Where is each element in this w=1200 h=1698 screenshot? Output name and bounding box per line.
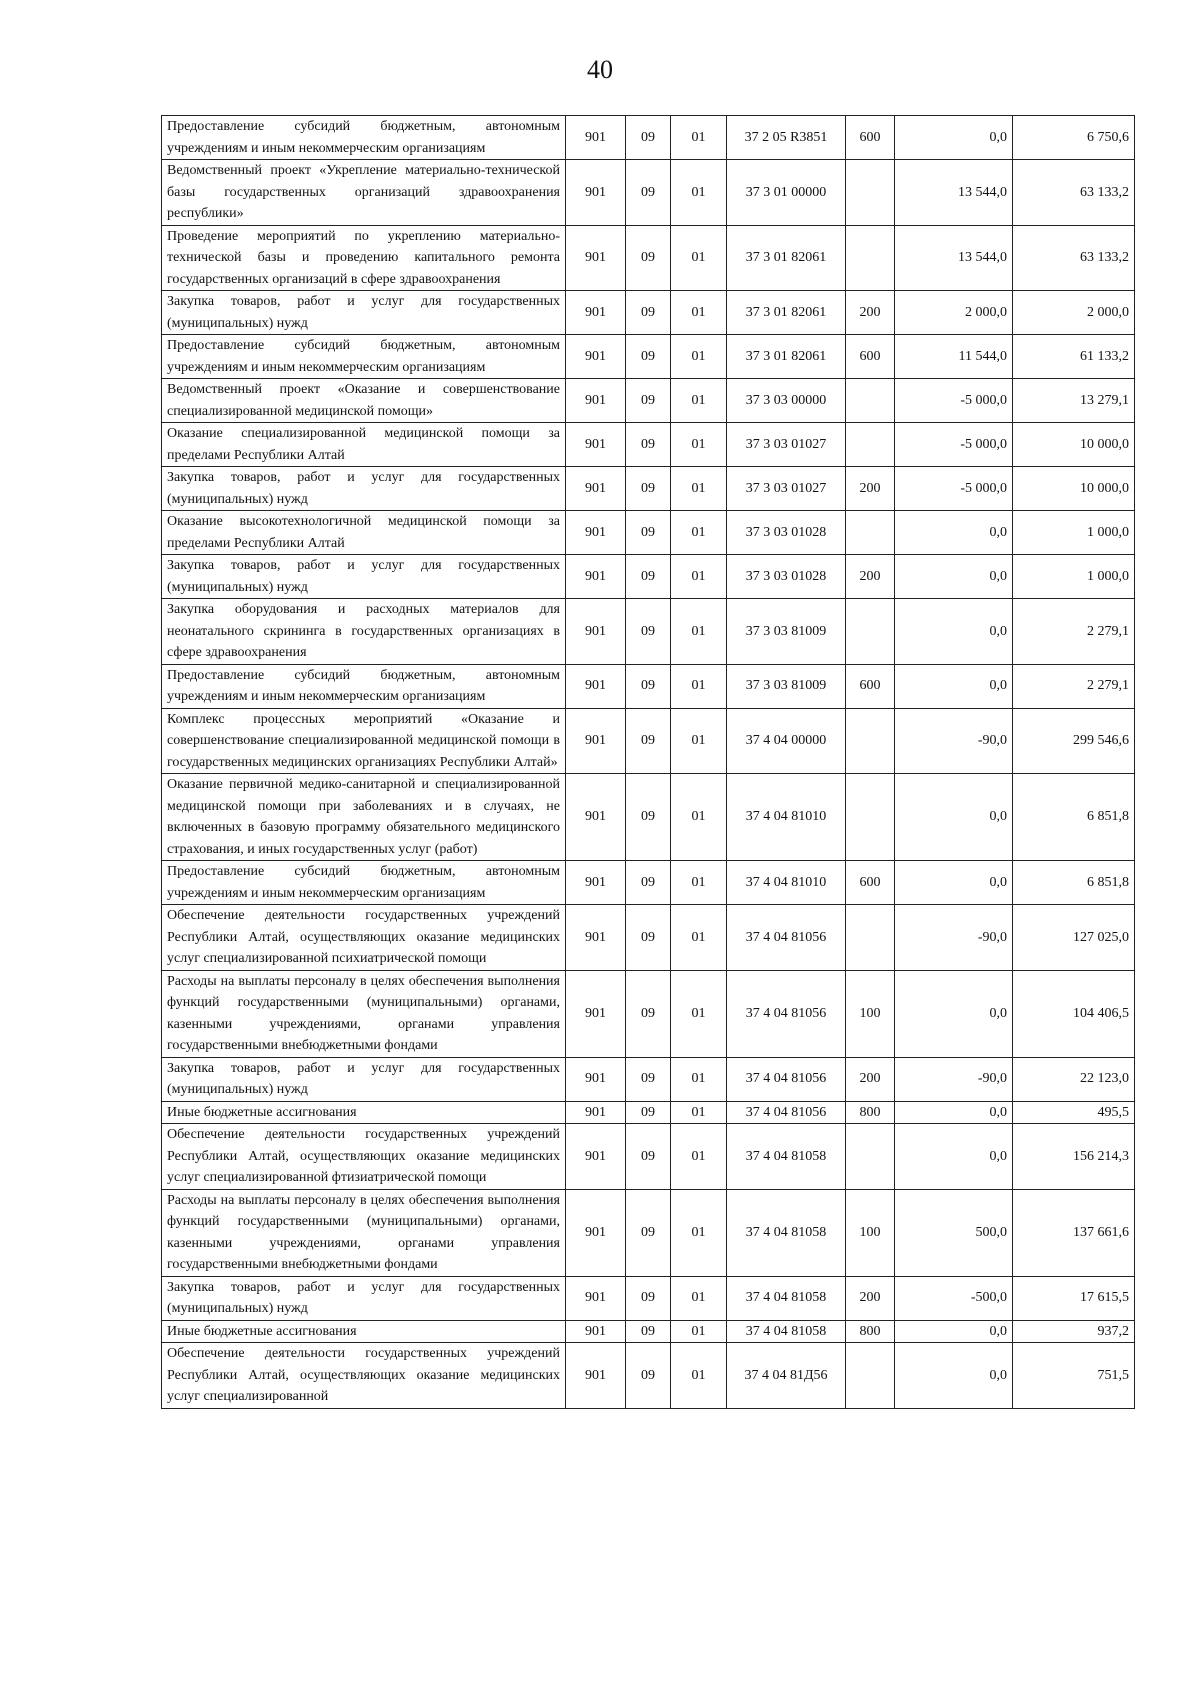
expense-type-cell: 100: [846, 970, 895, 1057]
target-article-cell: 37 3 03 01027: [727, 467, 846, 511]
change-amount-cell: -5 000,0: [895, 379, 1013, 423]
section-code-cell: 09: [626, 861, 671, 905]
table-row: [162, 555, 1135, 599]
table-row: [162, 1124, 1135, 1190]
expense-type-cell: 600: [846, 664, 895, 708]
target-article-cell: 37 3 01 82061: [727, 335, 846, 379]
row-name-cell: Расходы на выплаты персоналу в целях обеспечения выполнения функций государственными (муниципальными) органами, казенными учреждениями, органами управления государственными внебюджетными фондами: [162, 1189, 566, 1276]
change-amount-cell: 0,0: [895, 511, 1013, 555]
section-code-cell: 09: [626, 1189, 671, 1276]
expense-type-cell: 200: [846, 555, 895, 599]
expense-type-cell: [846, 225, 895, 291]
section-code-cell: 09: [626, 291, 671, 335]
row-name-cell: Закупка товаров, работ и услуг для государственных (муниципальных) нужд: [162, 467, 566, 511]
subsection-code-cell: 01: [671, 1320, 727, 1343]
subsection-code-cell: 01: [671, 225, 727, 291]
expense-type-cell: 600: [846, 335, 895, 379]
change-amount-cell: 0,0: [895, 970, 1013, 1057]
target-article-cell: 37 4 04 81056: [727, 905, 846, 971]
total-amount-cell: 2 000,0: [1013, 291, 1135, 335]
subsection-code-cell: 01: [671, 664, 727, 708]
table-row: [162, 116, 1135, 160]
ministry-code-cell: 901: [566, 1124, 626, 1190]
ministry-code-cell: 901: [566, 1320, 626, 1343]
target-article-cell: 37 4 04 81056: [727, 970, 846, 1057]
total-amount-cell: 17 615,5: [1013, 1276, 1135, 1320]
change-amount-cell: 0,0: [895, 1343, 1013, 1409]
row-name-cell: Закупка товаров, работ и услуг для государственных (муниципальных) нужд: [162, 555, 566, 599]
row-name-cell: Обеспечение деятельности государственных учреждений Республики Алтай, осуществляющих оказание медицинских услуг специализированной: [162, 1343, 566, 1409]
subsection-code-cell: 01: [671, 1276, 727, 1320]
ministry-code-cell: 901: [566, 708, 626, 774]
change-amount-cell: 500,0: [895, 1189, 1013, 1276]
ministry-code-cell: 901: [566, 664, 626, 708]
expense-type-cell: 200: [846, 1057, 895, 1101]
expense-type-cell: [846, 774, 895, 861]
change-amount-cell: -90,0: [895, 1057, 1013, 1101]
change-amount-cell: 0,0: [895, 1124, 1013, 1190]
section-code-cell: 09: [626, 511, 671, 555]
expense-type-cell: 200: [846, 1276, 895, 1320]
target-article-cell: 37 4 04 00000: [727, 708, 846, 774]
expense-type-cell: [846, 708, 895, 774]
ministry-code-cell: 901: [566, 1101, 626, 1124]
section-code-cell: 09: [626, 905, 671, 971]
ministry-code-cell: 901: [566, 905, 626, 971]
subsection-code-cell: 01: [671, 1124, 727, 1190]
total-amount-cell: 104 406,5: [1013, 970, 1135, 1057]
ministry-code-cell: 901: [566, 511, 626, 555]
ministry-code-cell: 901: [566, 599, 626, 665]
expense-type-cell: 100: [846, 1189, 895, 1276]
table-row: [162, 599, 1135, 665]
row-name-cell: Предоставление субсидий бюджетным, автономным учреждениям и иным некоммерческим организациям: [162, 335, 566, 379]
row-name-cell: Закупка товаров, работ и услуг для государственных (муниципальных) нужд: [162, 291, 566, 335]
table-row: [162, 905, 1135, 971]
table-row: [162, 1343, 1135, 1409]
section-code-cell: 09: [626, 708, 671, 774]
section-code-cell: 09: [626, 335, 671, 379]
table-row: [162, 970, 1135, 1057]
ministry-code-cell: 901: [566, 116, 626, 160]
change-amount-cell: 13 544,0: [895, 225, 1013, 291]
subsection-code-cell: 01: [671, 905, 727, 971]
subsection-code-cell: 01: [671, 291, 727, 335]
ministry-code-cell: 901: [566, 291, 626, 335]
section-code-cell: 09: [626, 379, 671, 423]
change-amount-cell: 0,0: [895, 774, 1013, 861]
expense-type-cell: 200: [846, 291, 895, 335]
table-row: [162, 861, 1135, 905]
target-article-cell: 37 4 04 81010: [727, 774, 846, 861]
total-amount-cell: 63 133,2: [1013, 225, 1135, 291]
table-row: [162, 225, 1135, 291]
subsection-code-cell: 01: [671, 1101, 727, 1124]
ministry-code-cell: 901: [566, 1057, 626, 1101]
change-amount-cell: 0,0: [895, 555, 1013, 599]
ministry-code-cell: 901: [566, 970, 626, 1057]
target-article-cell: 37 4 04 81056: [727, 1057, 846, 1101]
subsection-code-cell: 01: [671, 423, 727, 467]
target-article-cell: 37 3 03 01027: [727, 423, 846, 467]
ministry-code-cell: 901: [566, 861, 626, 905]
total-amount-cell: 13 279,1: [1013, 379, 1135, 423]
row-name-cell: Иные бюджетные ассигнования: [162, 1101, 566, 1124]
ministry-code-cell: 901: [566, 1189, 626, 1276]
table-row: [162, 160, 1135, 226]
total-amount-cell: 937,2: [1013, 1320, 1135, 1343]
expense-type-cell: [846, 160, 895, 226]
ministry-code-cell: 901: [566, 225, 626, 291]
total-amount-cell: 2 279,1: [1013, 664, 1135, 708]
total-amount-cell: 299 546,6: [1013, 708, 1135, 774]
expense-type-cell: 800: [846, 1320, 895, 1343]
subsection-code-cell: 01: [671, 599, 727, 665]
row-name-cell: Ведомственный проект «Укрепление материально-технической базы государственных организаций здравоохранения республики»: [162, 160, 566, 226]
ministry-code-cell: 901: [566, 1276, 626, 1320]
row-name-cell: Иные бюджетные ассигнования: [162, 1320, 566, 1343]
change-amount-cell: 0,0: [895, 861, 1013, 905]
total-amount-cell: 22 123,0: [1013, 1057, 1135, 1101]
ministry-code-cell: 901: [566, 379, 626, 423]
change-amount-cell: 0,0: [895, 1101, 1013, 1124]
change-amount-cell: 0,0: [895, 116, 1013, 160]
section-code-cell: 09: [626, 1343, 671, 1409]
section-code-cell: 09: [626, 1276, 671, 1320]
subsection-code-cell: 01: [671, 555, 727, 599]
target-article-cell: 37 3 03 81009: [727, 599, 846, 665]
subsection-code-cell: 01: [671, 861, 727, 905]
target-article-cell: 37 4 04 81058: [727, 1276, 846, 1320]
table-row: [162, 291, 1135, 335]
expense-type-cell: 600: [846, 116, 895, 160]
section-code-cell: 09: [626, 1320, 671, 1343]
section-code-cell: 09: [626, 423, 671, 467]
expense-type-cell: [846, 511, 895, 555]
total-amount-cell: 10 000,0: [1013, 467, 1135, 511]
ministry-code-cell: 901: [566, 467, 626, 511]
target-article-cell: 37 3 01 00000: [727, 160, 846, 226]
total-amount-cell: 137 661,6: [1013, 1189, 1135, 1276]
total-amount-cell: 6 851,8: [1013, 861, 1135, 905]
section-code-cell: 09: [626, 970, 671, 1057]
subsection-code-cell: 01: [671, 708, 727, 774]
row-name-cell: Закупка товаров, работ и услуг для государственных (муниципальных) нужд: [162, 1276, 566, 1320]
section-code-cell: 09: [626, 116, 671, 160]
row-name-cell: Предоставление субсидий бюджетным, автономным учреждениям и иным некоммерческим организациям: [162, 861, 566, 905]
change-amount-cell: -5 000,0: [895, 467, 1013, 511]
table-row: [162, 467, 1135, 511]
ministry-code-cell: 901: [566, 160, 626, 226]
target-article-cell: 37 4 04 81056: [727, 1101, 846, 1124]
section-code-cell: 09: [626, 1101, 671, 1124]
total-amount-cell: 61 133,2: [1013, 335, 1135, 379]
section-code-cell: 09: [626, 664, 671, 708]
change-amount-cell: 0,0: [895, 1320, 1013, 1343]
section-code-cell: 09: [626, 1057, 671, 1101]
table-row: [162, 1189, 1135, 1276]
subsection-code-cell: 01: [671, 467, 727, 511]
target-article-cell: 37 3 03 00000: [727, 379, 846, 423]
row-name-cell: Обеспечение деятельности государственных учреждений Республики Алтай, осуществляющих оказание медицинских услуг специализированной фтизиатрической помощи: [162, 1124, 566, 1190]
total-amount-cell: 63 133,2: [1013, 160, 1135, 226]
target-article-cell: 37 3 03 01028: [727, 555, 846, 599]
table-row: [162, 379, 1135, 423]
total-amount-cell: 156 214,3: [1013, 1124, 1135, 1190]
total-amount-cell: 1 000,0: [1013, 555, 1135, 599]
page-number: 40: [587, 55, 613, 84]
expense-type-cell: 200: [846, 467, 895, 511]
change-amount-cell: -90,0: [895, 708, 1013, 774]
subsection-code-cell: 01: [671, 970, 727, 1057]
subsection-code-cell: 01: [671, 1189, 727, 1276]
target-article-cell: 37 3 03 01028: [727, 511, 846, 555]
row-name-cell: Расходы на выплаты персоналу в целях обеспечения выполнения функций государственными (муниципальными) органами, казенными учреждениями, органами управления государственными внебюджетными фондами: [162, 970, 566, 1057]
section-code-cell: 09: [626, 225, 671, 291]
total-amount-cell: 1 000,0: [1013, 511, 1135, 555]
table-row: [162, 423, 1135, 467]
total-amount-cell: 6 750,6: [1013, 116, 1135, 160]
subsection-code-cell: 01: [671, 774, 727, 861]
total-amount-cell: 751,5: [1013, 1343, 1135, 1409]
total-amount-cell: 127 025,0: [1013, 905, 1135, 971]
section-code-cell: 09: [626, 774, 671, 861]
row-name-cell: Оказание специализированной медицинской помощи за пределами Республики Алтай: [162, 423, 566, 467]
change-amount-cell: 11 544,0: [895, 335, 1013, 379]
subsection-code-cell: 01: [671, 335, 727, 379]
table-row: [162, 1101, 1135, 1124]
target-article-cell: 37 4 04 81058: [727, 1124, 846, 1190]
target-article-cell: 37 3 03 81009: [727, 664, 846, 708]
total-amount-cell: 2 279,1: [1013, 599, 1135, 665]
row-name-cell: Предоставление субсидий бюджетным, автономным учреждениям и иным некоммерческим организациям: [162, 664, 566, 708]
section-code-cell: 09: [626, 160, 671, 226]
row-name-cell: Комплекс процессных мероприятий «Оказание и совершенствование специализированной медицинской помощи в государственных медицинских организациях Республики Алтай»: [162, 708, 566, 774]
expense-type-cell: 800: [846, 1101, 895, 1124]
row-name-cell: Закупка товаров, работ и услуг для государственных (муниципальных) нужд: [162, 1057, 566, 1101]
total-amount-cell: 495,5: [1013, 1101, 1135, 1124]
row-name-cell: Обеспечение деятельности государственных учреждений Республики Алтай, осуществляющих оказание медицинских услуг специализированной психиатрической помощи: [162, 905, 566, 971]
target-article-cell: 37 3 01 82061: [727, 291, 846, 335]
section-code-cell: 09: [626, 467, 671, 511]
subsection-code-cell: 01: [671, 160, 727, 226]
row-name-cell: Предоставление субсидий бюджетным, автономным учреждениям и иным некоммерческим организациям: [162, 116, 566, 160]
expense-type-cell: 600: [846, 861, 895, 905]
change-amount-cell: -500,0: [895, 1276, 1013, 1320]
change-amount-cell: 0,0: [895, 599, 1013, 665]
target-article-cell: 37 4 04 81Д56: [727, 1343, 846, 1409]
table-row: [162, 511, 1135, 555]
table-row: [162, 1276, 1135, 1320]
total-amount-cell: 6 851,8: [1013, 774, 1135, 861]
table-row: [162, 1057, 1135, 1101]
ministry-code-cell: 901: [566, 423, 626, 467]
row-name-cell: Оказание первичной медико-санитарной и специализированной медицинской помощи при заболеваниях и в случаях, не включенных в базовую программу обязательного медицинского страхования, и иных государственных услуг (работ): [162, 774, 566, 861]
expense-type-cell: [846, 599, 895, 665]
target-article-cell: 37 3 01 82061: [727, 225, 846, 291]
expense-type-cell: [846, 1124, 895, 1190]
section-code-cell: 09: [626, 599, 671, 665]
total-amount-cell: 10 000,0: [1013, 423, 1135, 467]
subsection-code-cell: 01: [671, 511, 727, 555]
table-body: [162, 116, 1135, 1409]
subsection-code-cell: 01: [671, 1343, 727, 1409]
row-name-cell: Ведомственный проект «Оказание и совершенствование специализированной медицинской помощи»: [162, 379, 566, 423]
row-name-cell: Оказание высокотехнологичной медицинской помощи за пределами Республики Алтай: [162, 511, 566, 555]
subsection-code-cell: 01: [671, 379, 727, 423]
section-code-cell: 09: [626, 555, 671, 599]
table-row: [162, 708, 1135, 774]
table-row: [162, 1320, 1135, 1343]
table-row: [162, 774, 1135, 861]
ministry-code-cell: 901: [566, 1343, 626, 1409]
expense-type-cell: [846, 905, 895, 971]
ministry-code-cell: 901: [566, 774, 626, 861]
subsection-code-cell: 01: [671, 1057, 727, 1101]
subsection-code-cell: 01: [671, 116, 727, 160]
change-amount-cell: 2 000,0: [895, 291, 1013, 335]
budget-table: [161, 115, 1135, 1409]
target-article-cell: 37 2 05 R3851: [727, 116, 846, 160]
target-article-cell: 37 4 04 81058: [727, 1189, 846, 1276]
target-article-cell: 37 4 04 81010: [727, 861, 846, 905]
section-code-cell: 09: [626, 1124, 671, 1190]
row-name-cell: Закупка оборудования и расходных материалов для неонатального скрининга в государственных организациях в сфере здравоохранения: [162, 599, 566, 665]
target-article-cell: 37 4 04 81058: [727, 1320, 846, 1343]
expense-type-cell: [846, 423, 895, 467]
table-row: [162, 664, 1135, 708]
change-amount-cell: -5 000,0: [895, 423, 1013, 467]
change-amount-cell: -90,0: [895, 905, 1013, 971]
expense-type-cell: [846, 379, 895, 423]
expense-type-cell: [846, 1343, 895, 1409]
change-amount-cell: 13 544,0: [895, 160, 1013, 226]
ministry-code-cell: 901: [566, 555, 626, 599]
change-amount-cell: 0,0: [895, 664, 1013, 708]
ministry-code-cell: 901: [566, 335, 626, 379]
row-name-cell: Проведение мероприятий по укреплению материально-технической базы и проведению капитального ремонта государственных организаций в сфере здравоохранения: [162, 225, 566, 291]
table-row: [162, 335, 1135, 379]
